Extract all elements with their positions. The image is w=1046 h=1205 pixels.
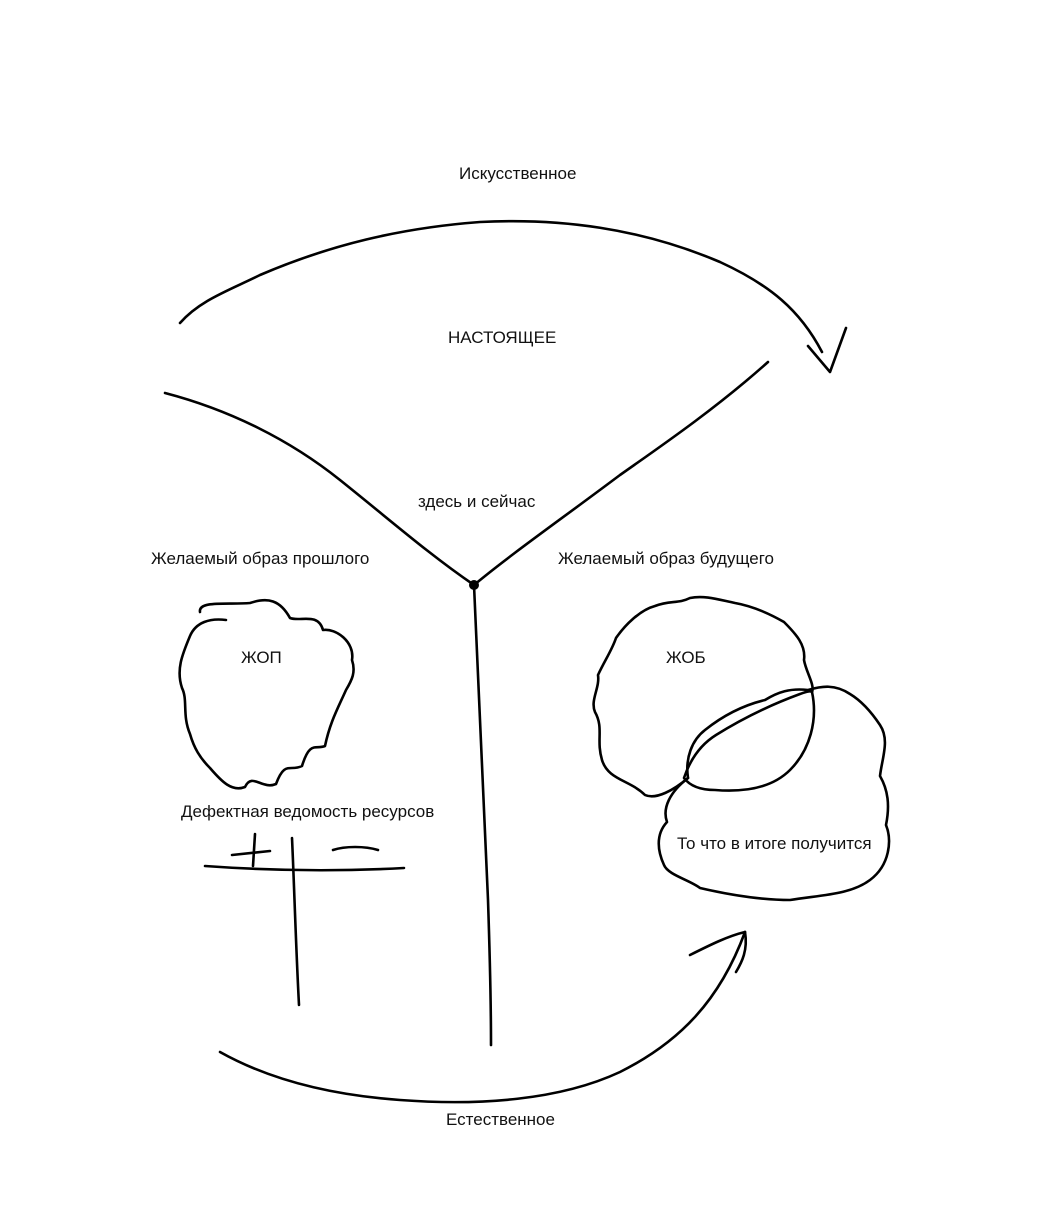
artificial-arrowhead — [808, 328, 846, 372]
natural-label: Естественное — [446, 1110, 555, 1129]
plus-mark-v — [253, 834, 255, 866]
outcome-cloud — [659, 687, 889, 900]
job-label: ЖОБ — [666, 648, 706, 667]
future-image-label: Желаемый образ будущего — [558, 549, 775, 568]
outcome-label: То что в итоге получится — [677, 834, 872, 853]
past-image-label: Желаемый образ прошлого — [151, 549, 370, 568]
defect-table-vertical — [292, 838, 299, 1005]
here-now-label: здесь и сейчас — [418, 492, 536, 511]
minus-mark — [333, 847, 378, 850]
job-cloud — [594, 597, 813, 796]
jop-label: ЖОП — [241, 648, 282, 667]
jop-cloud — [180, 600, 354, 788]
time-stem — [474, 585, 491, 1045]
natural-arc — [220, 932, 745, 1102]
present-label: НАСТОЯЩЕЕ — [448, 328, 557, 347]
defect-list-label: Дефектная ведомость ресурсов — [181, 802, 435, 821]
defect-table-horizontal — [205, 866, 404, 870]
artificial-label: Искусственное — [459, 164, 577, 183]
plus-mark-h — [232, 851, 270, 855]
